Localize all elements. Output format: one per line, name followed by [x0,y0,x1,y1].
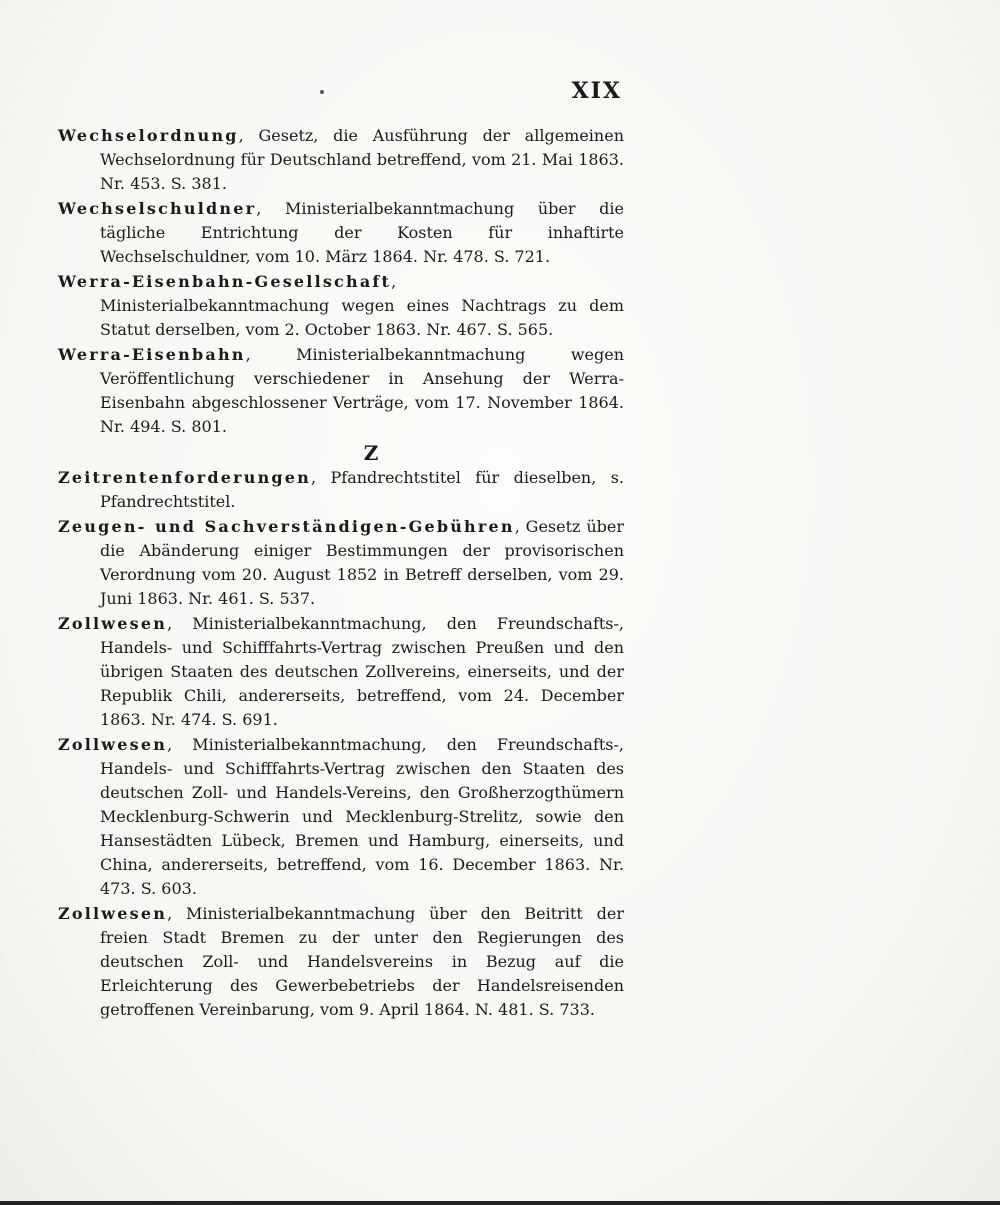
section-letter: Z [363,441,379,465]
entry-heading: Werra-Eisenbahn [58,345,246,364]
entry-text: , Pfandrechtstitel für dieselben, s. Pfandrechtstitel. [100,468,624,511]
entry-heading: Zollwesen [58,614,168,633]
entry-text: , Ministerialbekanntmachung wegen Veröffentlichung verschiedener in Ansehung der Werra-Eisenbahn abgeschlossener Verträge, vom 17. November 1864. Nr. 494. S. 801. [100,345,624,436]
entry-heading: Wechselordnung [58,126,239,145]
index-entry [58,733,624,901]
index-entry [58,612,624,732]
entry-heading: Zollwesen [58,904,168,923]
entry-heading: Wechselschuldner [58,199,257,218]
index-entry [58,515,624,611]
entry-text: , Ministerialbekanntmachung über den Beitritt der freien Stadt Bremen zu der unter den Regierungen des deutschen Zoll- und Handelsvereins in Bezug auf die Erleichterung des Gewerbebetriebs der Handelsreisenden getroffenen Vereinbarung, vom 9. April 1864. N. 481. S. 733. [100,904,624,1019]
index-entry [58,343,624,439]
entry-text: , Ministerialbekanntmachung über die tägliche Entrichtung der Kosten für inhaftirte Wechselschuldner, vom 10. März 1864. Nr. 478. S. 721. [100,199,624,266]
index-entry [58,197,624,269]
entry-text: , Ministerialbekanntmachung, den Freundschafts-, Handels- und Schifffahrts-Vertrag zwischen Preußen und den übrigen Staaten des deutschen Zollvereins, einerseits, und der Republik Chili, andererseits, betreffend, vom 24. December 1863. Nr. 474. S. 691. [100,614,624,729]
entry-text: , Gesetz über die Abänderung einiger Bestimmungen der provisorischen Verordnung vom 20. August 1852 in Betreff derselben, vom 29. Juni 1863. Nr. 461. S. 537. [100,517,624,608]
index-entry [58,270,624,342]
entry-text: , Ministerialbekanntmachung, den Freundschafts-, Handels- und Schifffahrts-Vertrag zwischen den Staaten des deutschen Zoll- und Handels-Vereins, den Großherzogthümern Mecklenburg-Schwerin und Mecklenburg-Strelitz, sowie den Hansestädten Lübeck, Bremen und Hamburg, einerseits, und China, andererseits, betreffend, vom 16. December 1863. Nr. 473. S. 603. [100,735,624,898]
scan-edge [0,1201,1000,1205]
index-entry [58,124,624,196]
entry-text: , Ministerialbekanntmachung wegen eines Nachtrags zu dem Statut derselben, vom 2. October 1863. Nr. 467. S. 565. [100,272,624,339]
index-entry [58,466,624,514]
ink-speck [320,90,324,94]
index-entries [58,124,624,1023]
entry-heading: Zeitrentenforderungen [58,468,312,487]
entry-heading: Werra-Eisenbahn-Gesellschaft [58,272,392,291]
entry-heading: Zeugen- und Sachverständigen-Gebühren [58,517,515,536]
index-entry [58,902,624,1022]
page-number: XIX [571,78,622,104]
entry-heading: Zollwesen [58,735,168,754]
entry-text: , Gesetz, die Ausführung der allgemeinen Wechselordnung für Deutschland betreffend, vom 21. Mai 1863. Nr. 453. S. 381. [100,126,624,193]
